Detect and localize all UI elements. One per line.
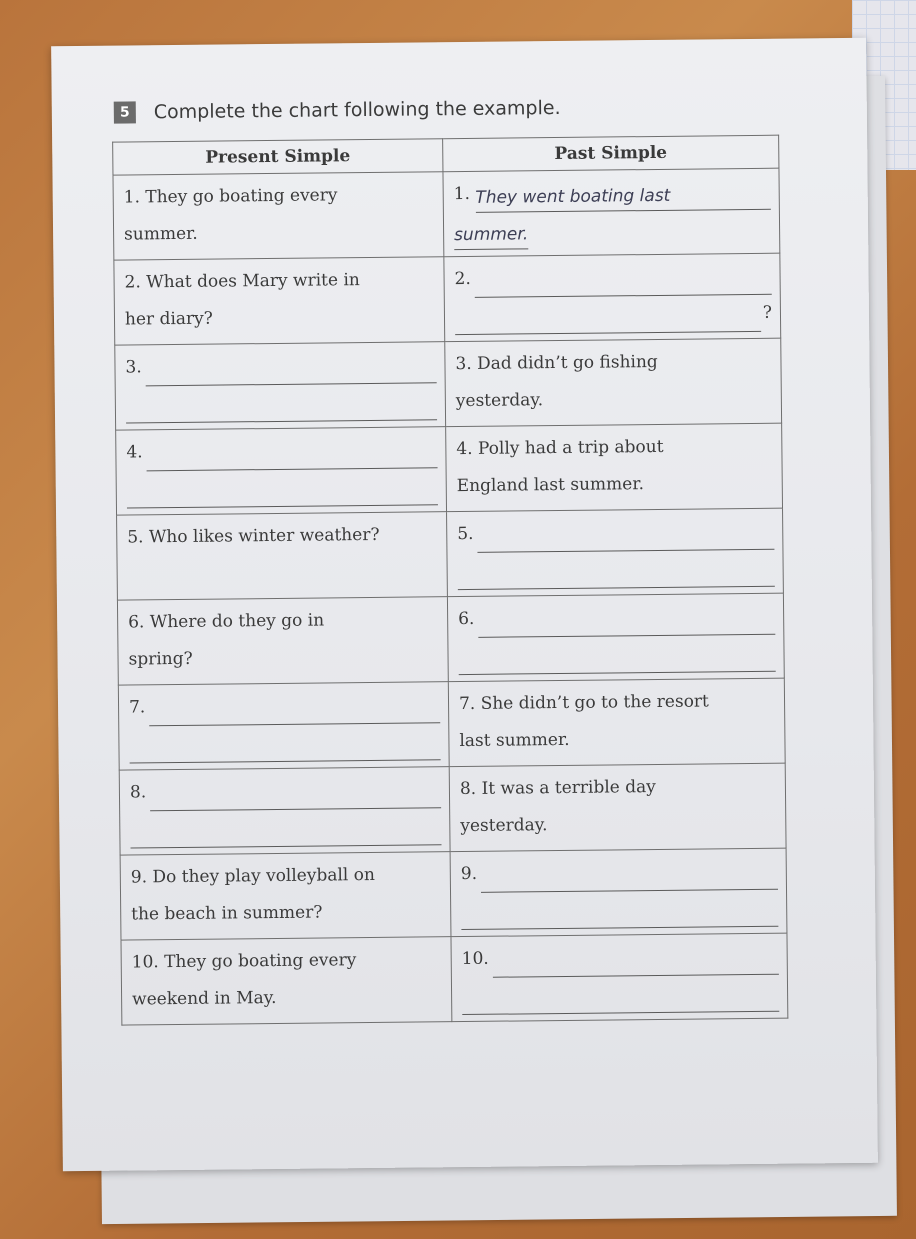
sentence-line: summer. xyxy=(124,223,198,245)
sentence-line: weekend in May. xyxy=(132,987,277,1010)
answer-blank[interactable] xyxy=(130,817,441,848)
table-row xyxy=(113,168,780,260)
answer-blank[interactable] xyxy=(146,355,437,386)
task-number-badge: 5 xyxy=(114,101,136,123)
sentence-line: 5. Who likes winter weather? xyxy=(127,524,380,548)
table-row xyxy=(114,253,781,345)
present-cell xyxy=(116,427,447,515)
answer-blank[interactable] xyxy=(458,559,775,590)
answer-blank[interactable] xyxy=(126,392,437,423)
sentence-line: 10. They go boating every xyxy=(131,950,357,973)
item-number: 8. xyxy=(129,782,147,803)
sentence-line: 1. They go boating every xyxy=(123,185,338,208)
item-number: 7. xyxy=(128,697,146,718)
item-number: 1. xyxy=(453,183,471,205)
answer-blank[interactable] xyxy=(481,862,778,893)
answer-blank[interactable] xyxy=(462,984,779,1015)
answer-blank[interactable] xyxy=(477,522,774,553)
sentence-line: last summer. xyxy=(459,729,570,752)
sentence-line: 7. She didn’t go to the resort xyxy=(458,691,709,715)
item-number: 6. xyxy=(458,608,475,630)
answer-blank[interactable] xyxy=(493,947,779,978)
answer-blank[interactable] xyxy=(149,695,440,726)
sentence-line: 8. It was a terrible day xyxy=(459,777,656,800)
past-cell xyxy=(444,253,781,342)
table-row xyxy=(118,678,785,770)
question-mark: ? xyxy=(762,302,773,323)
answer-blank[interactable] xyxy=(461,899,778,930)
sentence-line: the beach in summer? xyxy=(131,902,323,925)
present-cell xyxy=(115,342,446,430)
tense-chart xyxy=(112,135,788,1026)
past-cell xyxy=(445,338,782,427)
task-header xyxy=(114,97,561,124)
past-cell xyxy=(447,508,784,597)
sentence-line: 2. What does Mary write in xyxy=(124,270,360,293)
sentence-line: 9. Do they play volleyball on xyxy=(130,864,375,888)
header-past-simple: Past Simple xyxy=(443,135,779,172)
item-number: 4. xyxy=(126,442,143,463)
past-cell xyxy=(443,168,780,257)
answer-blank[interactable] xyxy=(127,477,438,508)
item-number: 2. xyxy=(454,268,471,290)
answer-blank[interactable] xyxy=(475,267,772,298)
present-cell xyxy=(120,852,451,940)
item-number: 5. xyxy=(457,523,474,545)
table-row xyxy=(115,338,782,430)
handwritten-answer: summer. xyxy=(454,221,528,250)
past-cell xyxy=(446,423,783,512)
handwritten-answer: They went boating last xyxy=(475,182,771,213)
item-number: 3. xyxy=(125,357,142,378)
sentence-line: yesterday. xyxy=(460,815,548,837)
table-row xyxy=(120,848,787,940)
past-cell xyxy=(447,593,784,682)
present-cell xyxy=(119,767,450,855)
sentence-line: her diary? xyxy=(124,308,213,330)
item-number: 9. xyxy=(460,863,478,885)
item-number: 10. xyxy=(461,948,489,970)
sentence-line: spring? xyxy=(128,648,193,670)
table-row xyxy=(117,593,784,685)
sentence-line: 4. Polly had a trip about xyxy=(456,436,664,460)
table-row xyxy=(117,508,784,600)
answer-blank[interactable] xyxy=(150,780,441,811)
table-row xyxy=(119,763,786,855)
present-cell xyxy=(118,682,449,770)
header-present-simple: Present Simple xyxy=(113,139,443,175)
past-cell xyxy=(450,848,787,937)
present-cell xyxy=(114,257,445,345)
answer-blank[interactable] xyxy=(455,304,761,335)
sentence-line: 6. Where do they go in xyxy=(128,610,325,633)
past-cell xyxy=(449,763,786,852)
worksheet-page xyxy=(51,38,878,1171)
past-cell xyxy=(451,933,788,1022)
sentence-line: 3. Dad didn’t go fishing xyxy=(455,351,658,375)
sentence-line: England last summer. xyxy=(456,474,645,497)
task-instruction: Complete the chart following the example. xyxy=(153,96,561,124)
answer-blank[interactable] xyxy=(147,440,438,471)
sentence-line: yesterday. xyxy=(455,390,544,412)
present-cell xyxy=(113,172,444,260)
table-row xyxy=(121,933,788,1025)
past-cell xyxy=(448,678,785,767)
present-cell xyxy=(117,512,448,600)
answer-blank[interactable] xyxy=(478,607,775,638)
present-cell xyxy=(121,937,452,1025)
table-row xyxy=(116,423,783,515)
answer-blank[interactable] xyxy=(458,644,775,675)
answer-blank[interactable] xyxy=(129,732,440,763)
present-cell xyxy=(117,597,448,685)
